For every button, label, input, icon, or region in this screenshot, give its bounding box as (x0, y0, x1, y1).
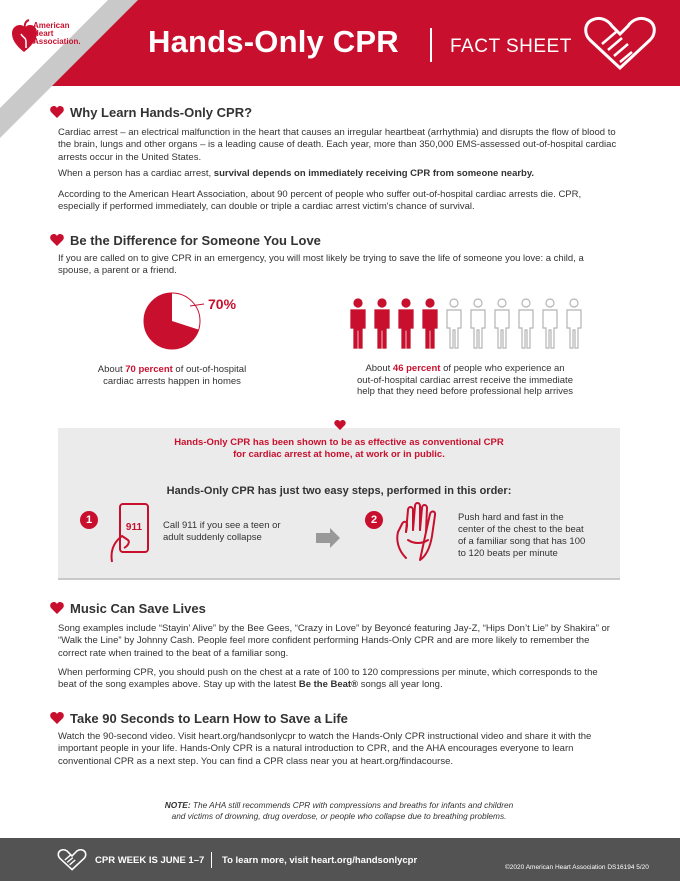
note-bold: NOTE: (164, 800, 191, 810)
heart-bullet-icon (50, 234, 64, 246)
help-stat-bold: 46 percent (392, 363, 441, 374)
heading-text: Take 90 Seconds to Learn How to Save a Life (70, 711, 348, 727)
person-figure-icon (567, 299, 581, 348)
arrow-right-icon (316, 528, 340, 548)
logo-line-2: Heart (33, 29, 54, 38)
step-2-number: 2 (365, 511, 383, 529)
title-divider (430, 28, 432, 62)
note-line1: The AHA still recommends CPR with compressions and breaths for infants and children (190, 800, 514, 810)
logo-text (33, 22, 81, 46)
help-stat-line1-end: of people who experience an (440, 363, 565, 374)
box-red-line2: for cardiac arrest at home, at work or in public. (233, 449, 445, 460)
home-stat-bold: 70 percent (125, 364, 173, 375)
step-2-line2: center of the chest to the beat (458, 524, 584, 535)
logo-line-1: American (33, 21, 70, 30)
hands-heart-icon (582, 14, 658, 74)
learn-paragraph: Watch the 90-second video. Visit heart.org/handsonlycpr to watch the Hands-Only CPR instructional video and share it with the important people in your life. Hands-Only CPR is a natural introduction to CPR, and the AHA encourages everyone to learn conventional CPR as a next step. You can find a CPR class near you at heart.org/findacourse. (58, 731, 592, 767)
help-stat-line2: out-of-hospital cardiac arrest receive the immediate (357, 374, 573, 386)
footer-cpr-week: CPR WEEK IS JUNE 1–7 (95, 855, 205, 866)
pie-percent-label: 70% (208, 296, 237, 312)
help-stat-start: About (365, 363, 393, 374)
person-figure-icon (495, 299, 509, 348)
heart-bullet-icon (50, 712, 64, 724)
box-bottom-rule (58, 578, 620, 580)
music-p2-start: When performing CPR, you should push on the chest at a rate of 100 to 120 compressions per minute, which corresponds to the beat of the song examples above. Stay up with the latest (58, 667, 598, 691)
heading-text: Why Learn Hands-Only CPR? (70, 105, 253, 121)
note-text (58, 800, 620, 822)
step-2-line4: to 120 beats per minute (458, 548, 558, 559)
page-subtitle: FACT SHEET (450, 36, 572, 57)
step-1-line2: adult suddenly collapse (163, 532, 262, 543)
note-line2: and victims of drowning, drug overdose, or people who collapse due to breathing problems. (171, 811, 507, 821)
heart-bullet-icon (50, 106, 64, 118)
person-figure-filled-icon (423, 299, 437, 348)
step-2-text (458, 512, 585, 560)
person-figure-filled-icon (375, 299, 389, 348)
box-red-statement (58, 437, 620, 461)
steps-heading: Hands-Only CPR has just two easy steps, performed in this order: (166, 485, 512, 497)
help-stat-text (330, 363, 600, 398)
footer-copyright: ©2020 American Heart Association DS16194 5/20 (505, 864, 649, 871)
person-figure-icon (519, 299, 533, 348)
why-paragraph-3: According to the American Heart Association, about 90 percent of people who suffer out-of-hospital cardiac arrests die. CPR, especially if performed immediately, can double or triple a cardiac arrest victim's chance of survival. (58, 189, 582, 213)
section-heading-learn (50, 710, 348, 726)
person-figure-filled-icon (351, 299, 365, 348)
difference-paragraph: If you are called on to give CPR in an emergency, you will most likely be trying to save the life of someone you love: a child, a spouse, a parent or a friend. (58, 253, 584, 277)
phone-911-icon (108, 502, 152, 564)
logo-line-3: Association. (33, 37, 81, 46)
heading-text: Music Can Save Lives (70, 601, 206, 617)
home-stat-line2: cardiac arrests happen in homes (103, 375, 241, 387)
music-p2-end: songs all year long. (358, 679, 443, 691)
people-figures-chart (345, 298, 585, 354)
section-heading-difference (50, 232, 321, 248)
phone-911-label: 911 (125, 522, 143, 533)
footer-learn-more: To learn more, visit heart.org/handsonlycpr (222, 855, 418, 866)
step-1-number: 1 (80, 511, 98, 529)
why-paragraph-1: Cardiac arrest – an electrical malfunction in the heart that causes an irregular heartbeat (arrhythmia) and disrupts the flow of blood to the brain, lungs and other organs – is a leading cause of death. Each year, more than 350,000 EMS-assessed out-of-hospital cardiac arrests occur in the United States. (58, 127, 617, 163)
hands-heart-icon (56, 848, 88, 872)
step-2-line3: of a familiar song that has 100 (458, 536, 586, 547)
box-red-line1: Hands-Only CPR has been shown to be as effective as conventional CPR (174, 437, 504, 448)
home-stat-start: About (97, 364, 126, 375)
page-title: Hands-Only CPR (148, 24, 399, 59)
heading-text: Be the Difference for Someone You Love (70, 233, 321, 249)
hand-compression-icon (392, 500, 444, 566)
footer-divider (211, 852, 212, 868)
step-2-line1: Push hard and fast in the (458, 512, 564, 523)
section-heading-music (50, 600, 206, 616)
heart-bullet-icon (50, 602, 64, 614)
home-stat-text (72, 364, 272, 387)
why-paragraph-2 (58, 168, 618, 180)
home-percent-pie (142, 292, 252, 352)
step-1-text (163, 520, 281, 544)
step-1-line1: Call 911 if you see a teen or (163, 520, 281, 531)
section-heading-why (50, 104, 252, 120)
music-p2-bold: Be the Beat® (298, 679, 359, 691)
heart-bullet-icon (334, 420, 346, 430)
person-figure-icon (471, 299, 485, 348)
person-figure-icon (447, 299, 461, 348)
home-stat-line1-end: of out-of-hospital (172, 364, 247, 375)
person-figure-icon (543, 299, 557, 348)
help-stat-line3: help that they need before professional help arrives (357, 386, 573, 397)
music-paragraph-1: Song examples include “Stayin’ Alive” by the Bee Gees, “Crazy in Love” by Beyoncé featuring Jay-Z, “Hips Don’t Lie” by Shakira” or “Walk the Line” by Johnny Cash. People feel more confident performing Hands-Only CPR and are more likely to remember the correct rate when trained to the beat of a familiar song. (58, 623, 610, 659)
why-p2-bold: survival depends on immediately receiving CPR from someone nearby. (213, 168, 535, 179)
music-paragraph-2 (58, 667, 618, 692)
why-p2-start: When a person has a cardiac arrest, (58, 168, 214, 179)
person-figure-filled-icon (399, 299, 413, 348)
